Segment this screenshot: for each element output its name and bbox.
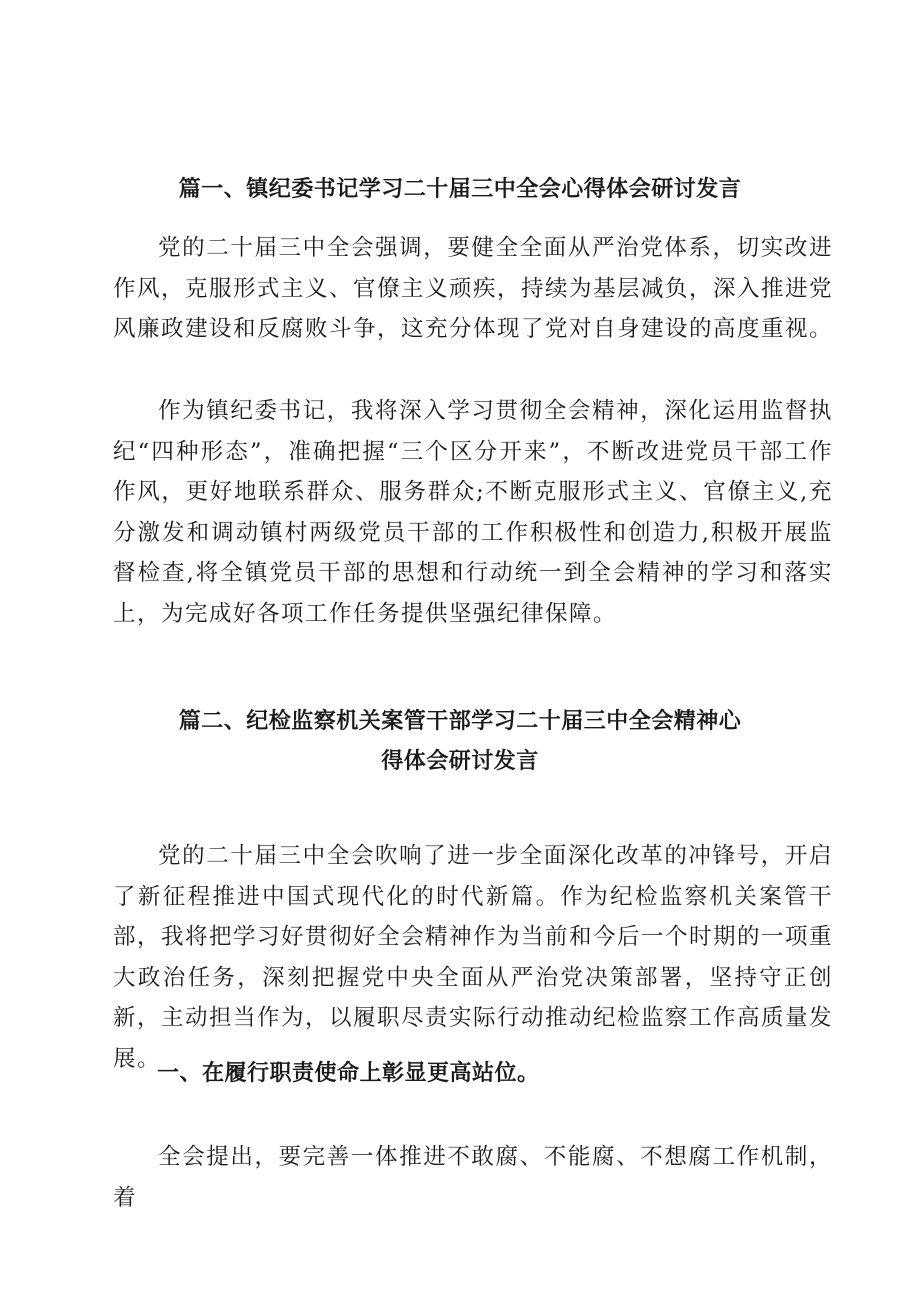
article2-section1-heading: 一、在履行职责使命上彰显更高站位。 [157, 1061, 540, 1086]
article2-section1-paragraph: 全会提出，要完善一体推进不敢腐、不能腐、不想腐工作机制，着 [113, 1144, 833, 1211]
article1-paragraph-2: 作为镇纪委书记，我将深入学习贯彻全会精神，深化运用监督执纪“四种形态”，准确把握“三个区分开来”，不断改进党员干部工作作风，更好地联系群众、服务群众;不断克服形式主义、官僚主义,充分激发和调动镇村两级党员干部的工作积极性和创造力,积极开展监督检查,将全镇党员干部的思想和行动统一到全会精神的学习和落实上，为完成好各项工作任务提供坚强纪律保障。 [113, 398, 833, 627]
article2-paragraph-1: 党的二十届三中全会吹响了进一步全面深化改革的冲锋号，开启了新征程推进中国式现代化的时代新篇。作为纪检监察机关案管干部，我将把学习好贯彻好全会精神作为当前和今后一个时期的一项重大政治任务，深刻把握党中央全面从严治党决策部署，坚持守正创新，主动担当作为，以履职尽责实际行动推动纪检监察工作高质量发展。 [113, 843, 834, 1072]
article2-title-line-2: 得体会研讨发言 [381, 749, 539, 774]
article1-title: 篇一、镇纪委书记学习二十届三中全会心得体会研讨发言 [178, 177, 742, 202]
article1-paragraph-1: 党的二十届三中全会强调，要健全全面从严治党体系，切实改进作风，克服形式主义、官僚主义顽疾，持续为基层减负，深入推进党风廉政建设和反腐败斗争，这充分体现了党对自身建设的高度重视。 [113, 235, 834, 342]
article2-title [100, 702, 820, 782]
article2-title-line-1: 篇二、纪检监察机关案管干部学习二十届三中全会精神心 [178, 709, 742, 734]
